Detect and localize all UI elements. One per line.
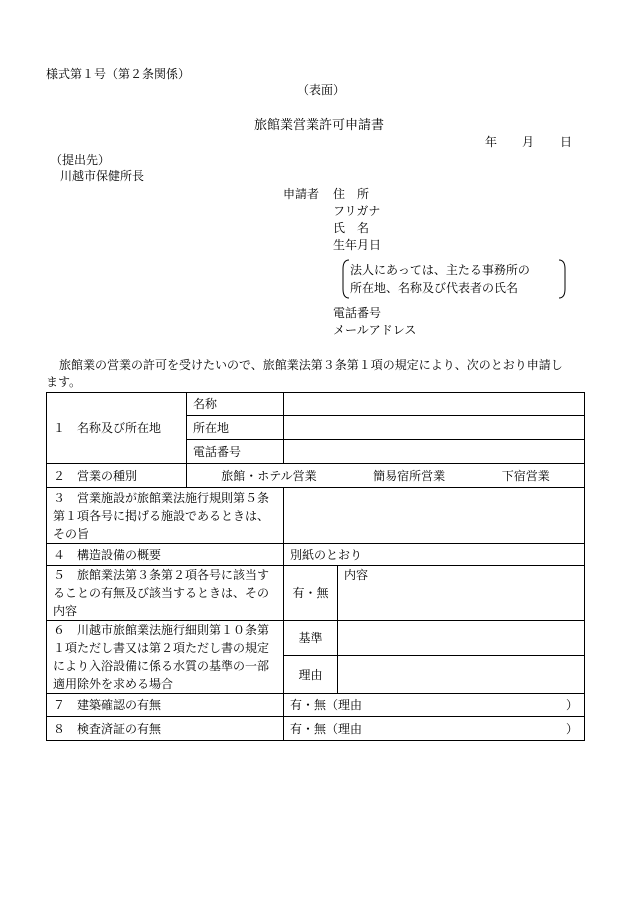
table-row bbox=[47, 393, 585, 416]
table-row bbox=[47, 464, 585, 488]
row1-name-label: 名称 bbox=[187, 393, 284, 416]
row4-label: ４ 構造設備の概要 bbox=[47, 544, 284, 566]
intro-line1: 旅館業の営業の許可を受けたいので、旅館業法第３条第１項の規定により、次のとおり申請し bbox=[59, 358, 563, 372]
row5-content-label[interactable]: 内容 bbox=[338, 566, 585, 621]
row7-value[interactable] bbox=[284, 694, 585, 717]
corporation-note-line2: 所在地、名称及び代表者の氏名 bbox=[350, 281, 519, 295]
applicant-phone-label: 電話番号 bbox=[333, 306, 382, 320]
row8-value-text: 有・無（理由 bbox=[290, 721, 363, 736]
recipient-label: （提出先） bbox=[50, 153, 111, 167]
recipient-name: 川越市保健所長 bbox=[60, 169, 145, 183]
row1-phone-label: 電話番号 bbox=[187, 440, 284, 464]
row8-value[interactable] bbox=[284, 717, 585, 741]
applicant-birthdate-label: 生年月日 bbox=[333, 238, 382, 252]
row7-value-text: 有・無（理由 bbox=[290, 698, 363, 712]
row1-name-field[interactable] bbox=[284, 393, 585, 416]
row5-label: ５ 旅館業法第３条第２項各号に該当することの有無及び該当するときは、その内容 bbox=[47, 566, 284, 621]
date-month-label: 月 bbox=[522, 135, 535, 149]
row8-close-paren: ） bbox=[565, 721, 578, 736]
applicant-furigana-label: フリガナ bbox=[333, 204, 381, 218]
table-row bbox=[47, 621, 585, 656]
row2-label: ２ 営業の種別 bbox=[47, 464, 187, 488]
row6-label: ６ 川越市旅館業法施行細則第１０条第１項ただし書又は第２項ただし書の規定により入浴設備に係る水質の基準の一部適用除外を求める場合 bbox=[47, 621, 284, 694]
side-label: （表面） bbox=[297, 83, 346, 97]
table-row bbox=[47, 488, 585, 544]
applicant-name-label: 氏 名 bbox=[333, 221, 370, 235]
application-table bbox=[46, 392, 585, 741]
row1-phone-field[interactable] bbox=[284, 440, 585, 464]
row4-value: 別紙のとおり bbox=[284, 544, 585, 566]
intro-line2: ます。 bbox=[46, 375, 82, 389]
row6-reason-field[interactable] bbox=[338, 656, 585, 694]
type-ryokan-hotel-option[interactable]: 旅館・ホテル営業 bbox=[221, 468, 317, 483]
corporation-note bbox=[342, 259, 566, 299]
page-title: 旅館業営業許可申請書 bbox=[254, 118, 385, 133]
row5-yesno[interactable]: 有・無 bbox=[284, 566, 338, 621]
row2-types bbox=[187, 464, 585, 488]
row3-label: ３ 営業施設が旅館業法施行規則第５条第１項各号に掲げる施設であるときは、その旨 bbox=[47, 488, 284, 544]
table-row bbox=[47, 717, 585, 741]
form-number: 様式第１号（第２条関係） bbox=[46, 67, 191, 81]
row3-field[interactable] bbox=[284, 488, 585, 544]
table-row bbox=[47, 566, 585, 621]
row1-label: １ 名称及び所在地 bbox=[47, 393, 187, 464]
table-row bbox=[47, 694, 585, 717]
row1-address-label: 所在地 bbox=[187, 416, 284, 440]
corporation-note-line1: 法人にあっては、主たる事務所の bbox=[350, 263, 530, 277]
row1-address-field[interactable] bbox=[284, 416, 585, 440]
row7-label: ７ 建築確認の有無 bbox=[47, 694, 284, 717]
date-year-label: 年 bbox=[485, 135, 498, 149]
applicant-email-label: メールアドレス bbox=[333, 323, 417, 337]
applicant-label: 申請者 bbox=[283, 187, 320, 201]
row7-close-paren: ） bbox=[565, 698, 578, 712]
type-boarding-option[interactable]: 下宿営業 bbox=[501, 468, 550, 483]
row6-reason-label: 理由 bbox=[284, 656, 338, 694]
table-row bbox=[47, 544, 585, 566]
date-day-label: 日 bbox=[560, 135, 573, 149]
row6-standard-field[interactable] bbox=[338, 621, 585, 656]
row6-standard-label: 基準 bbox=[284, 621, 338, 656]
applicant-address-label: 住 所 bbox=[333, 187, 370, 201]
type-simple-lodging-option[interactable]: 簡易宿所営業 bbox=[373, 468, 446, 483]
row8-label: ８ 検査済証の有無 bbox=[47, 717, 284, 741]
